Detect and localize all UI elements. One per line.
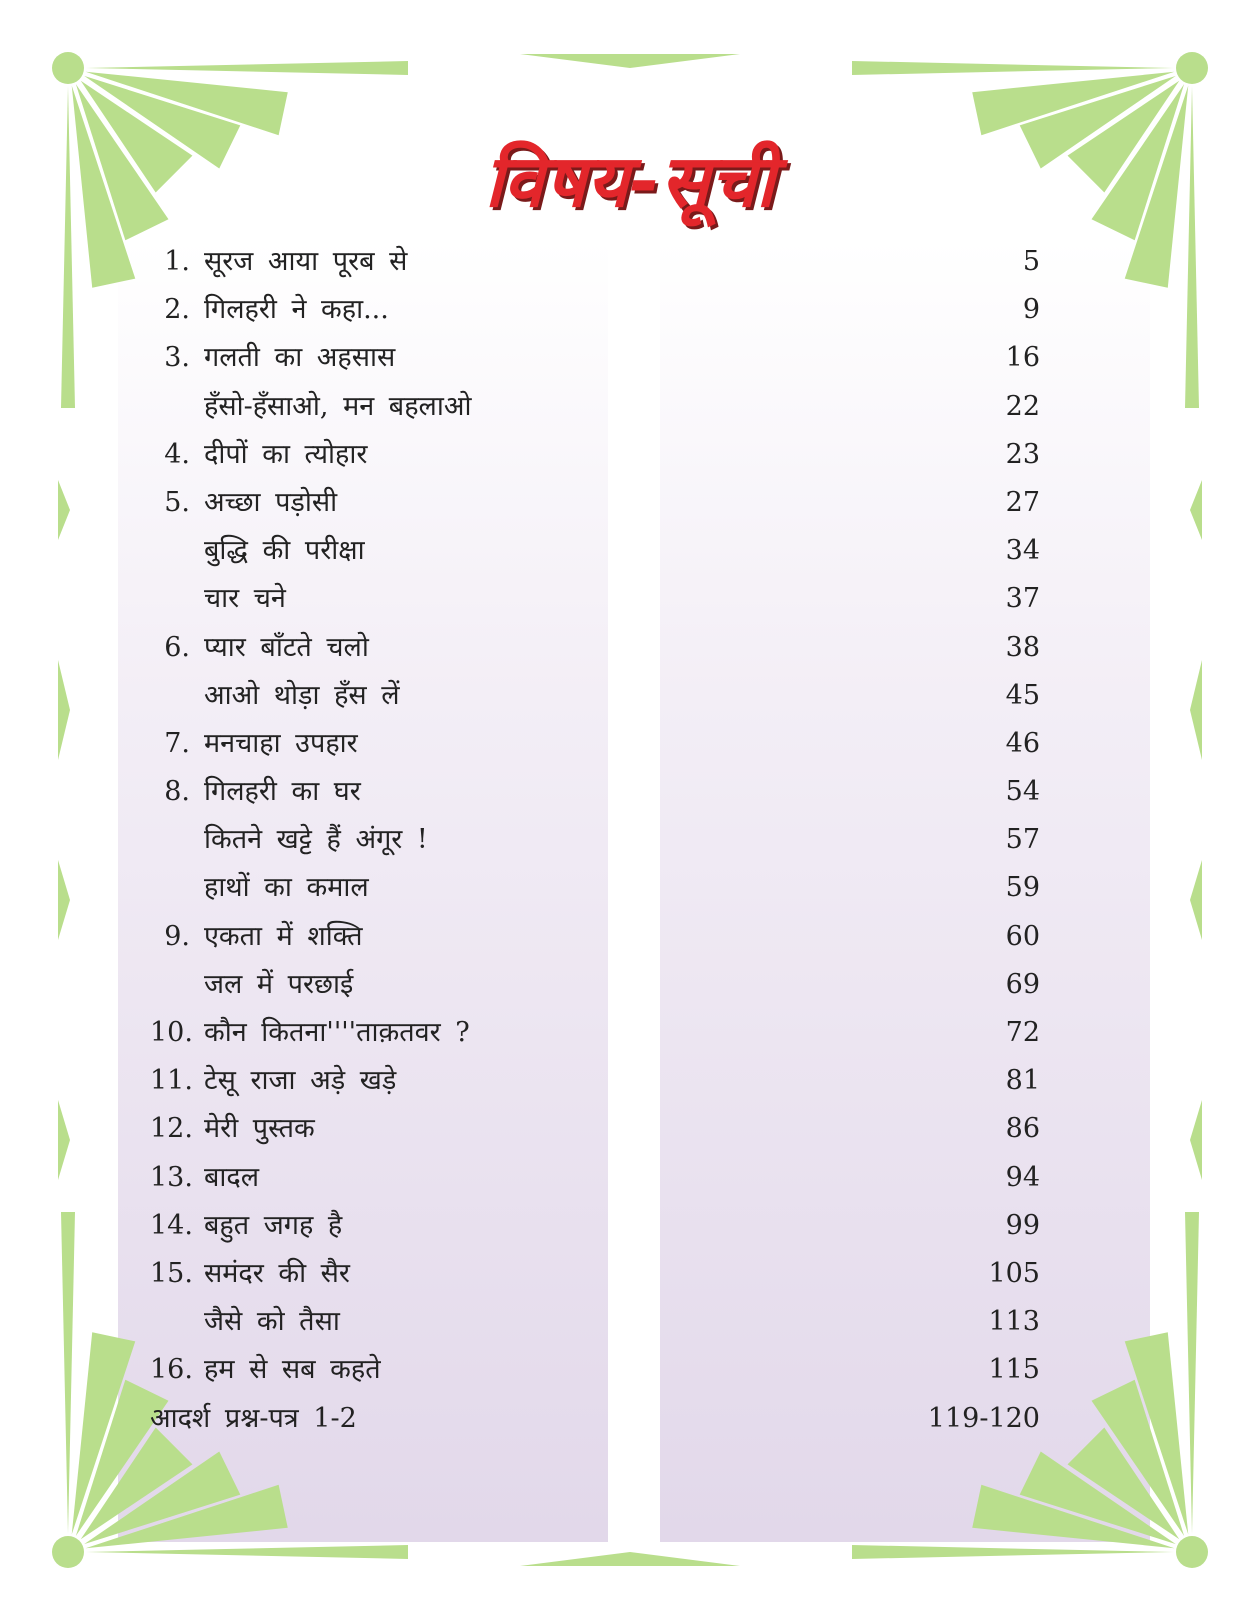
toc-entry-title: अच्छा पड़ोसी bbox=[204, 486, 338, 518]
toc-entry-page: 37 bbox=[1005, 583, 1040, 615]
toc-entry-title: हम से सब कहते bbox=[204, 1354, 381, 1386]
toc-entry-title: टेसू राजा अड़े खड़े bbox=[204, 1065, 397, 1097]
toc-entry-title: एकता में शक्ति bbox=[204, 920, 363, 952]
toc-entry[interactable] bbox=[150, 286, 1040, 334]
toc-entry-number: 15. bbox=[150, 1257, 193, 1289]
toc-entry[interactable] bbox=[150, 383, 1040, 431]
toc-entry-title: बहुत जगह है bbox=[204, 1209, 343, 1241]
toc-entry-title: कितने खट्टे हैं अंगूर ! bbox=[204, 824, 428, 856]
toc-entry-page: 23 bbox=[1005, 438, 1040, 470]
toc-entry-page: 86 bbox=[1005, 1113, 1040, 1145]
toc-entry[interactable] bbox=[150, 913, 1040, 961]
toc-entry-page: 72 bbox=[1005, 1017, 1040, 1048]
toc-entry-page: 105 bbox=[988, 1257, 1040, 1289]
toc-entry-title: मेरी पुस्तक bbox=[204, 1113, 315, 1145]
toc-entry-number: 9. bbox=[164, 920, 190, 952]
toc-entry-page: 54 bbox=[1005, 776, 1040, 808]
edge-spike bbox=[58, 480, 70, 540]
toc-entry-page: 27 bbox=[1005, 486, 1040, 518]
toc-entry-page: 57 bbox=[1005, 824, 1040, 856]
toc-entry-number: 3. bbox=[164, 342, 190, 374]
toc-entry-number: 10. bbox=[150, 1017, 193, 1048]
table-of-contents bbox=[150, 238, 1040, 1443]
toc-entry-page: 9 bbox=[1022, 294, 1040, 326]
toc-entry[interactable] bbox=[150, 672, 1040, 720]
toc-entry-page: 115 bbox=[988, 1354, 1040, 1386]
edge-spike bbox=[1190, 860, 1202, 940]
toc-entry-page: 81 bbox=[1005, 1065, 1040, 1097]
corner-ray bbox=[61, 1212, 75, 1534]
toc-entry-number: 16. bbox=[150, 1354, 193, 1386]
corner-dot bbox=[52, 1536, 84, 1568]
toc-entry-page: 22 bbox=[1005, 390, 1040, 422]
toc-entry[interactable] bbox=[150, 1202, 1040, 1250]
corner-ray bbox=[852, 1545, 1174, 1559]
edge-spike bbox=[630, 1552, 740, 1566]
toc-entry[interactable] bbox=[150, 1057, 1040, 1105]
toc-entry[interactable] bbox=[150, 864, 1040, 912]
toc-entry-page: 46 bbox=[1005, 727, 1040, 759]
toc-entry-title: कौन कितना''''ताक़तवर ? bbox=[204, 1017, 470, 1048]
toc-entry[interactable] bbox=[150, 624, 1040, 672]
toc-entry-page: 5 bbox=[1022, 246, 1040, 277]
corner-dot bbox=[1176, 52, 1208, 84]
toc-entry-title: हाथों का कमाल bbox=[204, 872, 369, 904]
toc-entry-title: हँसो-हँसाओ, मन बहलाओ bbox=[204, 390, 472, 422]
toc-entry[interactable] bbox=[150, 961, 1040, 1009]
toc-entry-title: बादल bbox=[204, 1161, 260, 1193]
corner-dot bbox=[52, 52, 84, 84]
toc-entry-title: दीपों का त्योहार bbox=[204, 438, 368, 470]
toc-entry[interactable] bbox=[150, 479, 1040, 527]
toc-entry-title: समंदर की सैर bbox=[204, 1257, 350, 1289]
toc-entry[interactable] bbox=[150, 1009, 1040, 1057]
toc-entry-number: 4. bbox=[164, 438, 190, 470]
toc-entry-title: सूरज आया पूरब से bbox=[204, 246, 408, 277]
toc-entry-page: 38 bbox=[1005, 631, 1040, 663]
corner-ray bbox=[86, 1545, 408, 1559]
corner-ray bbox=[852, 61, 1174, 75]
toc-entry-page: 60 bbox=[1005, 920, 1040, 952]
toc-entry-number: 12. bbox=[150, 1113, 193, 1145]
toc-entry-title: जैसे को तैसा bbox=[204, 1306, 340, 1338]
toc-entry[interactable] bbox=[150, 768, 1040, 816]
toc-entry-title: गलती का अहसास bbox=[204, 342, 396, 374]
toc-entry-page: 16 bbox=[1005, 342, 1040, 374]
edge-spike bbox=[58, 660, 70, 760]
edge-spike bbox=[1190, 1100, 1202, 1180]
toc-entry[interactable] bbox=[150, 1298, 1040, 1346]
toc-entry-title: मनचाहा उपहार bbox=[204, 727, 358, 759]
toc-entry-page: 119-120 bbox=[927, 1402, 1040, 1434]
edge-spike bbox=[1190, 660, 1202, 760]
toc-entry[interactable] bbox=[150, 1154, 1040, 1202]
page-title: विषय-सूची bbox=[484, 139, 776, 224]
edge-spike bbox=[58, 1100, 70, 1180]
toc-entry-number: 14. bbox=[150, 1209, 193, 1241]
toc-entry-page: 45 bbox=[1005, 679, 1040, 711]
corner-dot bbox=[1176, 1536, 1208, 1568]
toc-entry[interactable] bbox=[150, 575, 1040, 623]
toc-entry-number: 6. bbox=[164, 631, 190, 663]
toc-entry-title: प्यार बाँटते चलो bbox=[204, 631, 369, 663]
toc-entry[interactable] bbox=[150, 1346, 1040, 1394]
edge-spike bbox=[1190, 480, 1202, 540]
toc-entry-page: 94 bbox=[1005, 1161, 1040, 1193]
toc-entry-page: 59 bbox=[1005, 872, 1040, 904]
toc-entry[interactable] bbox=[150, 816, 1040, 864]
corner-ray bbox=[1185, 1212, 1199, 1534]
toc-entry-title: चार चने bbox=[204, 583, 286, 615]
toc-entry-page: 99 bbox=[1005, 1209, 1040, 1241]
edge-spike bbox=[520, 1552, 630, 1566]
edge-spike bbox=[520, 54, 630, 68]
toc-entry-number: 13. bbox=[150, 1161, 193, 1193]
toc-entry[interactable] bbox=[150, 431, 1040, 479]
toc-entry-title: गिलहरी का घर bbox=[204, 776, 361, 808]
toc-entry[interactable] bbox=[150, 527, 1040, 575]
toc-entry[interactable] bbox=[150, 720, 1040, 768]
toc-entry-number: 7. bbox=[164, 727, 190, 759]
toc-entry-title: आदर्श प्रश्न-पत्र 1-2 bbox=[150, 1402, 357, 1434]
toc-entry-number: 8. bbox=[164, 776, 190, 808]
toc-entry-number: 11. bbox=[150, 1065, 193, 1097]
toc-entry-page: 34 bbox=[1005, 535, 1040, 567]
toc-entry-title: आओ थोड़ा हँस लें bbox=[204, 679, 400, 711]
toc-entry-page: 113 bbox=[988, 1306, 1040, 1338]
toc-entry[interactable] bbox=[150, 1395, 1040, 1443]
toc-entry-number: 5. bbox=[164, 486, 190, 518]
toc-entry[interactable] bbox=[150, 334, 1040, 382]
toc-entry-page: 69 bbox=[1005, 968, 1040, 1000]
corner-ray bbox=[86, 61, 408, 75]
toc-entry-number: 1. bbox=[164, 246, 190, 277]
toc-entry-title: जल में परछाई bbox=[204, 968, 354, 1000]
edge-spike bbox=[58, 860, 70, 940]
edge-spike bbox=[630, 54, 740, 68]
toc-entry[interactable] bbox=[150, 238, 1040, 286]
toc-entry[interactable] bbox=[150, 1250, 1040, 1298]
toc-entry-number: 2. bbox=[164, 294, 190, 326]
toc-entry-title: गिलहरी ने कहा... bbox=[204, 294, 389, 326]
toc-entry[interactable] bbox=[150, 1105, 1040, 1153]
toc-entry-title: बुद्धि की परीक्षा bbox=[204, 535, 365, 567]
